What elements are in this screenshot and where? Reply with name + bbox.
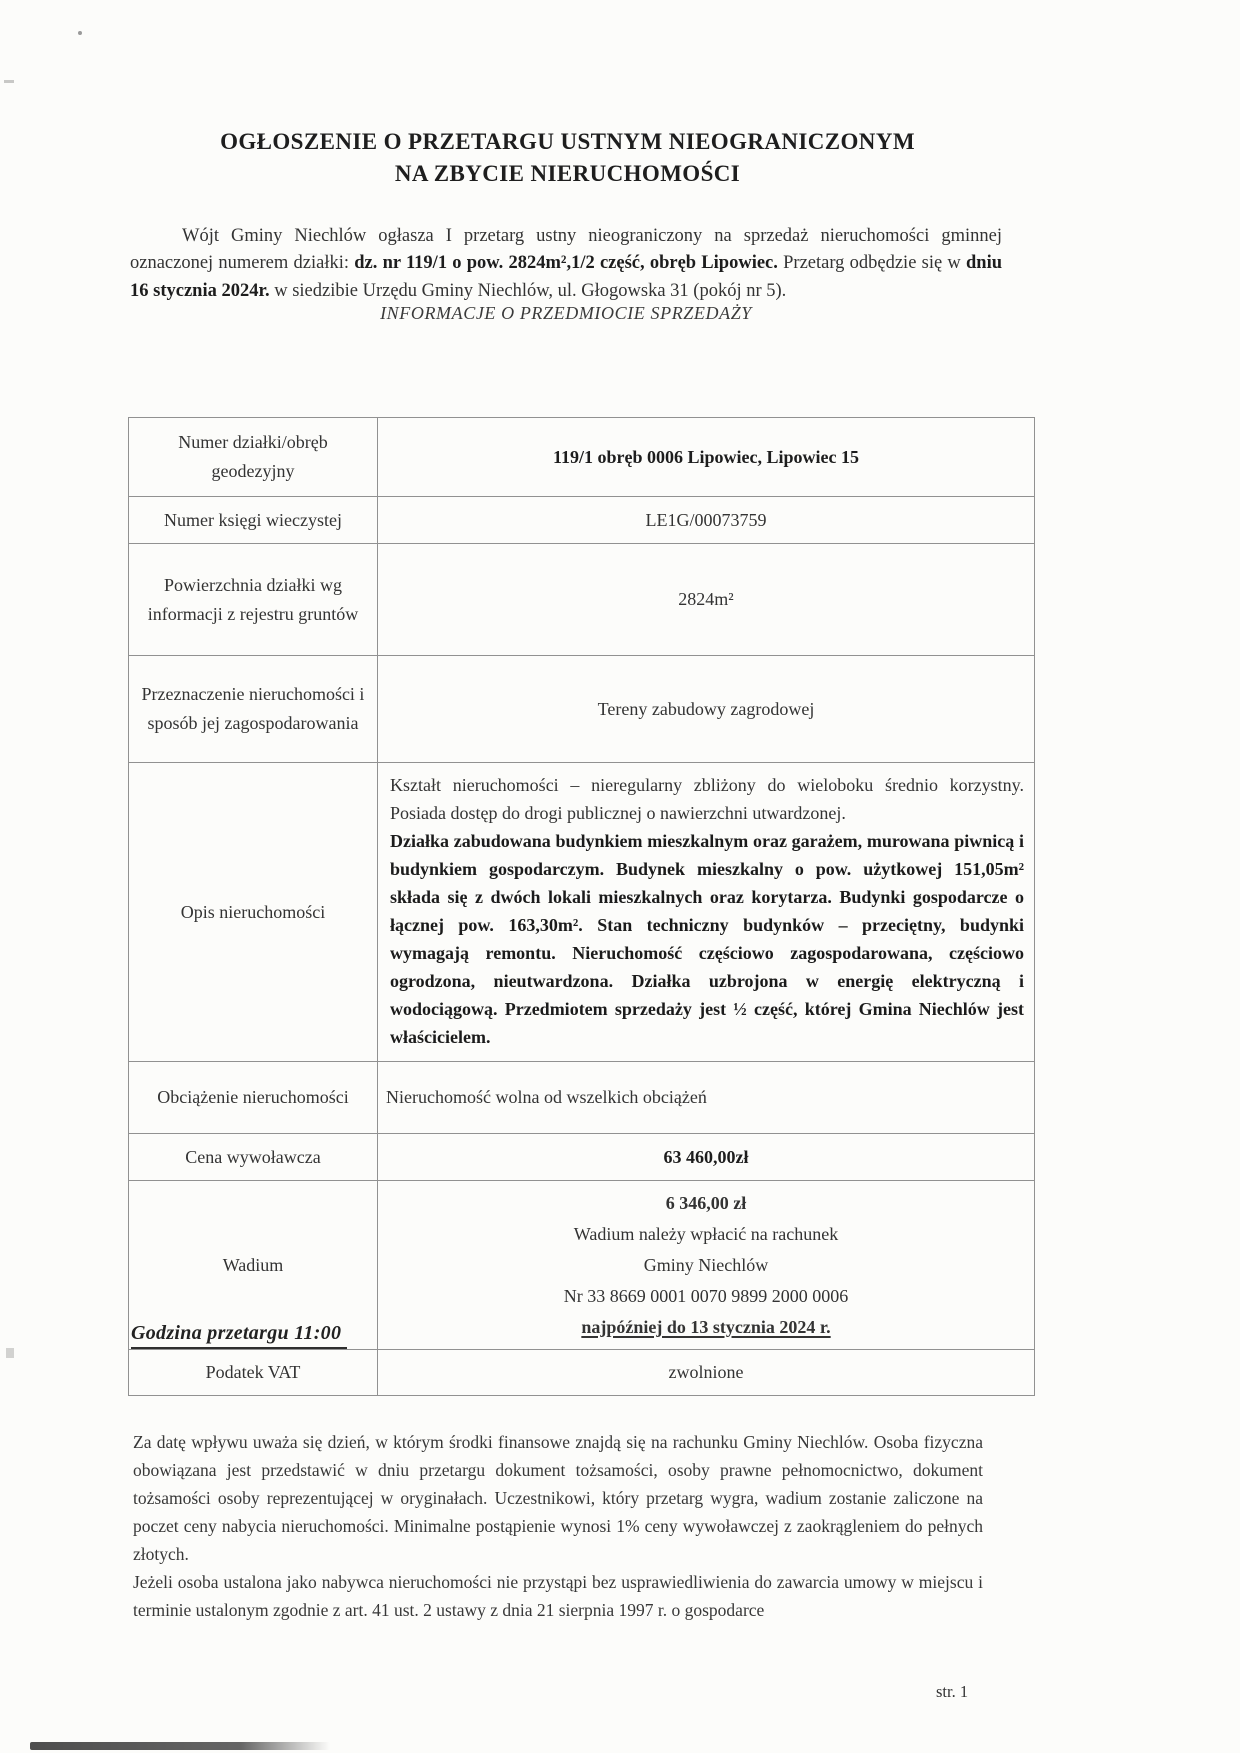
table-row-encumbrances <box>129 1062 1035 1134</box>
footer-paragraph: Za datę wpływu uważa się dzień, w którym środki finansowe znajdą się na rachunku Gminy Niechlów. Osoba fizyczna obowiązana jest przedstawić w dniu przetargu dokument tożsamości, osoby prawne pełnomocnictwo, dokument tożsamości osoby reprezentującej w oryginałach. Uczestnikowi, który przetarg wygra, wadium zostanie zaliczone na poczet ceny nabycia nieruchomości. Minimalne postąpienie wynosi 1% ceny wywoławczej z zaokrągleniem do pełnych złotych. Jeżeli osoba ustalona jako nabywca nieruchomości nie przystąpi bez usprawiedliwienia do zawarcia umowy w miejscu i terminie ustalonym zgodnie z art. 41 ust. 2 ustawy z dnia 21 sierpnia 1997 r. o gospodarce <box>133 1432 983 1620</box>
row-value: 119/1 obręb 0006 Lipowiec, Lipowiec 15 <box>378 418 1035 497</box>
row-value: zwolnione <box>378 1350 1035 1396</box>
row-label: Numer działki/obręb geodezyjny <box>129 418 378 497</box>
scan-speck <box>78 31 82 35</box>
row-value: 2824m² <box>378 544 1035 656</box>
row-value: 63 460,00zł <box>378 1134 1035 1181</box>
row-value: 6 346,00 zł Wadium należy wpłacić na rachunek Gminy Niechlów Nr 33 8669 0001 0070 9899 2000 0006 najpóźniej do 13 stycznia 2024 r. <box>378 1181 1035 1350</box>
doc-title-line-1: OGŁOSZENIE O PRZETARGU USTNYM NIEOGRANICZONYM <box>220 129 915 154</box>
table-row-area <box>129 544 1035 656</box>
row-value: Tereny zabudowy zagrodowej <box>378 656 1035 763</box>
doc-title <box>130 126 1005 190</box>
info-table <box>128 417 1035 1396</box>
row-label: Numer księgi wieczystej <box>129 497 378 544</box>
row-value: LE1G/00073759 <box>378 497 1035 544</box>
auction-time-note: Godzina przetargu 11:00 <box>131 1322 347 1349</box>
table-row-parcel-number <box>129 418 1035 497</box>
row-label: Obciążenie nieruchomości <box>129 1062 378 1134</box>
row-value: Nieruchomość wolna od wszelkich obciążeń <box>378 1062 1035 1134</box>
table-row-starting-price <box>129 1134 1035 1181</box>
row-label: Cena wywoławcza <box>129 1134 378 1181</box>
page-number: str. 1 <box>936 1682 969 1701</box>
table-row-land-register <box>129 497 1035 544</box>
table-row-designation <box>129 656 1035 763</box>
section-heading: INFORMACJE O PRZEDMIOCIE SPRZEDAŻY <box>380 303 752 323</box>
table-row-description <box>129 763 1035 1062</box>
scan-smudge <box>30 1742 330 1750</box>
table-row-vat <box>129 1350 1035 1396</box>
row-label: Podatek VAT <box>129 1350 378 1396</box>
scan-edge-mark <box>4 80 14 83</box>
row-label: Przeznaczenie nieruchomości i sposób jej zagospodarowania <box>129 656 378 763</box>
row-label: Powierzchnia działki wg informacji z rejestru gruntów <box>129 544 378 656</box>
scan-edge-mark <box>6 1348 14 1358</box>
row-value: Kształt nieruchomości – nieregularny zbliżony do wieloboku średnio korzystny. Posiada dostęp do drogi publicznej o nawierzchni utwardzonej. Działka zabudowana budynkiem mieszkalnym oraz garażem, murowana piwnicą i budynkiem gospodarczym. Budynek mieszkalny o pow. użytkowej 151,05m² składa się z dwóch lokali mieszkalnych oraz korytarza. Budynki gospodarcze o łącznej pow. 163,30m². Stan techniczny budynków – przeciętny, budynki wymagają remontu. Nieruchomość częściowo zagospodarowana, częściowo ogrodzona, nieutwardzona. Działka uzbrojona w energię elektryczną i wodociągową. Przedmiotem sprzedaży jest ½ część, której Gmina Niechlów jest właścicielem. <box>378 763 1035 1062</box>
doc-title-line-2: NA ZBYCIE NIERUCHOMOŚCI <box>394 161 741 186</box>
row-label: Opis nieruchomości <box>129 763 378 1062</box>
row-label: Wadium <box>129 1181 378 1350</box>
intro-paragraph: Wójt Gminy Niechlów ogłasza I przetarg ustny nieograniczony na sprzedaż nieruchomości gminnej oznaczonej numerem działki: dz. nr 119/1 o pow. 2824m²,1/2 część, obręb Lipowiec. Przetarg odbędzie się w dniu 16 stycznia 2024r. w siedzibie Urzędu Gminy Niechlów, ul. Głogowska 31 (pokój nr 5). <box>130 225 1003 301</box>
